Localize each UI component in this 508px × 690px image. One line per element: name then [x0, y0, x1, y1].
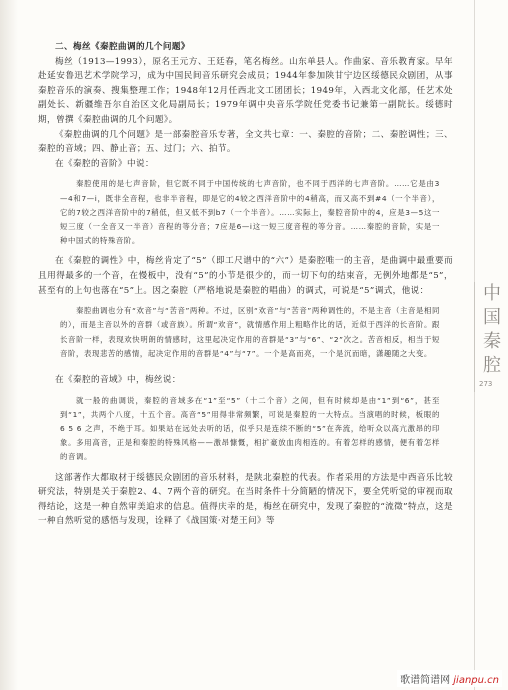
- margin-rule-bottom: [474, 392, 475, 690]
- side-char-4: 腔: [483, 355, 501, 376]
- quote-scale: 秦腔使用的是七声音阶，但它既不同于中国传统的七声音阶，也不同于西洋的七声音阶。……它是由3—4和7—i，既非全音程，也非半音程，即是它的4较之西洋音阶中的4稍高，而又高不到#4（一个半音），它的7较之西洋音阶中的7稍低，但又低不到b7（一个半音）。……实际上，秦腔音阶中的4，应是3—5这一短三度（一全音又一半音）音程的等分音；7应是6—i这一短三度音程的等分音。……秦腔的音阶，实是一种中国式的特殊音阶。: [60, 179, 440, 246]
- watermark-cn: 歌谱简谱网: [400, 675, 451, 686]
- bio-paragraph: 梅丝（1913—1993），原名王元方、王廷春，笔名梅丝。山东单县人。作曲家、音乐教育家。早年赴延安鲁迅艺术学院学习，成为中国民间音乐研究会成员；1944年参加陕甘宁边区绥德民众剧团，从事秦腔音乐的演奏、搜集整理工作；1948年12月任西北文工团团长；1949年，入西北文化部，任艺术处副处长、新疆维吾尔自治区文化局副局长；1979年调中央音乐学院任党委书记兼第一副院长。绥德时期，曾撰《秦腔曲调的几个问题》。: [38, 56, 453, 125]
- intro-range: 在《秦腔的音域》中，梅丝说：: [55, 374, 181, 385]
- tonality-paragraph: 在《秦腔的调性》中，梅丝肯定了“5”（即工尺谱中的“六”）是秦腔唯一的主音，是曲调中最重要而且用得最多的一个音，在慢板中，没有“5”的小节是很少的，而一切下句的结束音，无例外地都是“5”，甚至有的上句也落在“5”上。因之秦腔（严格地说是秦腔的唱曲）的调式，可说是“5”调式，他说：: [38, 256, 453, 296]
- section-heading: 二、梅丝《秦腔曲调的几个问题》: [55, 42, 190, 52]
- article-body: [38, 40, 453, 529]
- side-char-1: 中: [483, 283, 501, 304]
- quote-tonality-block: [60, 304, 440, 361]
- side-brand: [474, 282, 508, 392]
- page-binding-shadow: [0, 0, 18, 690]
- quote-scale-block: [60, 177, 440, 248]
- side-char-3: 秦: [483, 331, 501, 352]
- summary-paragraph: 《秦腔曲调的几个问题》是一部秦腔音乐专著，全文共七章：一、秦腔的音阶；二、秦腔调性；三、秦腔的音域；四、静止音；五、过门；六、拍节。: [38, 129, 453, 155]
- quote-range-block: [60, 394, 440, 465]
- page-number: 273: [479, 380, 493, 388]
- site-watermark: [397, 670, 502, 687]
- intro-scale: 在《秦腔的音阶》中说：: [55, 158, 154, 169]
- quote-range: 就一般的曲调说，秦腔的音域多在“1”至“5”（十二个音）之间，但有时候却是由“1”到“6”，甚至到“1”，共两个八度，十五个音。高音“5”用得非常频繁，可说是秦腔的一大特点。当演唱的时候，板眼的 6 5 6 之声，不绝于耳。如果站在远处去听的话，似乎只是连续不断的“5”在奔流，给听众以高亢激昂的印象。多用高音，正是和秦腔的特殊风格——激昂慷慨，相扩豪放血肉相连的。有着怎样的感情，便有着怎样的音调。: [60, 395, 440, 462]
- side-char-2: 国: [483, 307, 501, 328]
- quote-tonality: 秦腔曲调也分有“欢音”与“苦音”两种。不过，区别“欢音”与“苦音”两种调性的，不是主音（主音是相同的），而是主音以外的音群（或音族）。所谓“欢音”，就情感作用上粗略作比的话，近似于西洋的长音阶。跟长音阶一样，表现欢快明朗的情感时，这里起决定作用的音群是“3”与“6”、“2”次之。苦音相反，相当于短音阶，表现悲苦的感情，起决定作用的音群是“4”与“7”。一个是高而亮，一个是沉而暗，潇趣随之大变。: [60, 306, 440, 358]
- margin-rule-top: [474, 0, 475, 282]
- watermark-url: jianpu.cn: [453, 675, 499, 686]
- conclusion-paragraph: 这部著作大都取材于绥德民众剧团的音乐材料，是陕北秦腔的代表。作者采用的方法是中西音乐比较研究法，特别是关于秦腔2、4、7两个音的研究。在当时条件十分简陋的情况下，要全凭听觉的审视而取得结论，这是一种自然审美追求的信息。值得庆幸的是，梅丝在研究中，发现了秦腔的“流徵”特点，这是一种自然听觉的感悟与发现，诠释了《战国策·对楚王问》等: [38, 472, 453, 527]
